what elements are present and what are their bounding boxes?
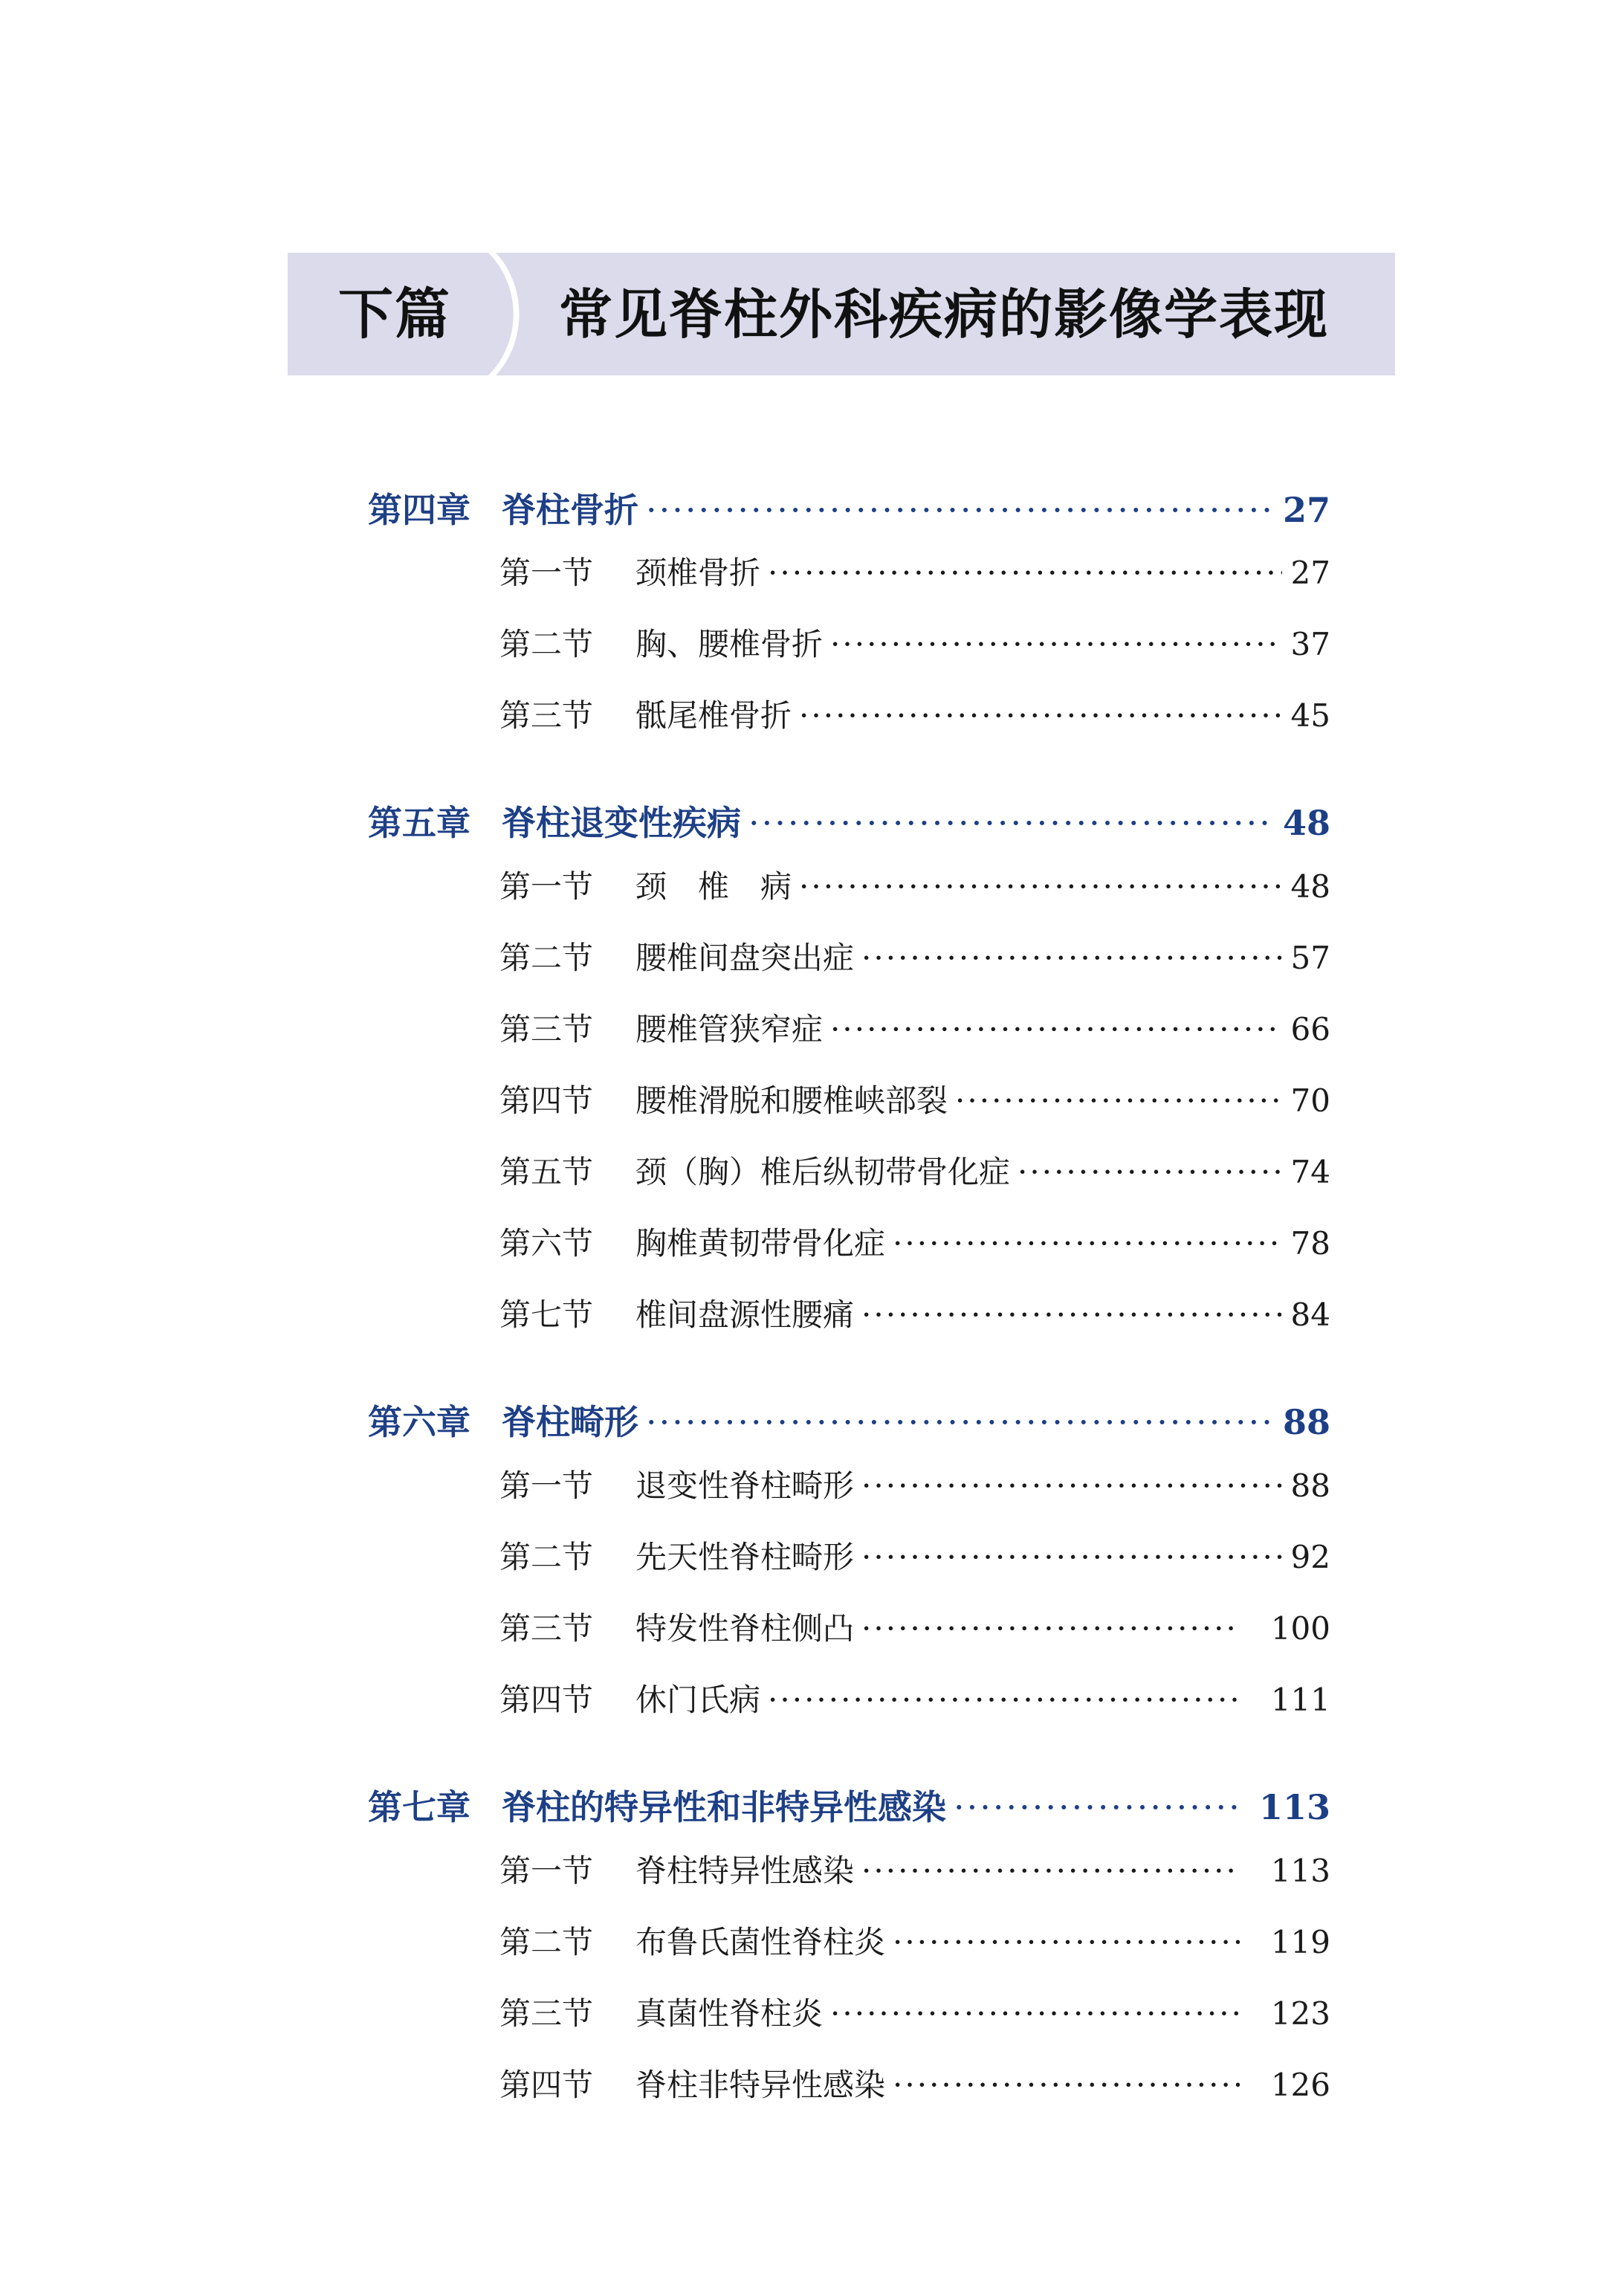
section-title: 特发性脊柱侧凸 bbox=[635, 1610, 855, 1647]
dot-leader bbox=[861, 1539, 1282, 1575]
toc-section[interactable] bbox=[499, 620, 1330, 665]
section-page: 84 bbox=[1290, 1297, 1330, 1333]
section-page: 66 bbox=[1290, 1011, 1330, 1047]
section-title: 腰椎滑脱和腰椎峡部裂 bbox=[635, 1082, 948, 1119]
section-title: 退变性脊柱畸形 bbox=[635, 1467, 855, 1504]
dot-leader bbox=[830, 1011, 1282, 1047]
section-page: 113 bbox=[1270, 1853, 1330, 1889]
section-title: 脊柱非特异性感染 bbox=[635, 2067, 886, 2103]
section-page: 92 bbox=[1290, 1539, 1330, 1575]
dot-leader bbox=[861, 1467, 1282, 1504]
section-number: 第二节 bbox=[499, 940, 594, 976]
dot-leader bbox=[893, 1924, 1240, 1960]
section-page: 119 bbox=[1270, 1924, 1330, 1960]
section-page: 70 bbox=[1290, 1082, 1330, 1119]
dot-leader bbox=[768, 555, 1282, 591]
chapter-number: 第五章 bbox=[368, 803, 470, 843]
chapter-title: 脊柱的特异性和非特异性感染 bbox=[502, 1787, 946, 1827]
section-page: 88 bbox=[1290, 1467, 1330, 1504]
chapter-number: 第六章 bbox=[368, 1402, 470, 1442]
section-page: 74 bbox=[1290, 1154, 1330, 1190]
toc-chapter-4[interactable] bbox=[368, 483, 1330, 531]
section-page: 123 bbox=[1270, 1995, 1330, 2032]
dot-leader bbox=[830, 1995, 1240, 2032]
toc-section[interactable] bbox=[499, 1148, 1330, 1192]
dot-leader bbox=[861, 1853, 1240, 1889]
dot-leader bbox=[893, 1225, 1282, 1262]
dot-leader bbox=[893, 2067, 1240, 2103]
section-number: 第一节 bbox=[499, 1467, 594, 1504]
dot-leader bbox=[830, 626, 1282, 662]
toc-section[interactable] bbox=[499, 862, 1330, 907]
chapter-title: 脊柱退变性疾病 bbox=[502, 803, 741, 843]
dot-leader bbox=[861, 1297, 1282, 1333]
chapter-number: 第四章 bbox=[368, 490, 470, 530]
dot-leader bbox=[861, 1610, 1240, 1647]
section-title: 胸、腰椎骨折 bbox=[635, 626, 824, 662]
toc-section[interactable] bbox=[499, 1533, 1330, 1578]
toc-section[interactable] bbox=[499, 934, 1330, 978]
chapter-number: 第七章 bbox=[368, 1787, 470, 1827]
section-number: 第三节 bbox=[499, 697, 594, 734]
chapter-page: 48 bbox=[1282, 803, 1330, 843]
section-page: 37 bbox=[1290, 626, 1330, 662]
dot-leader bbox=[646, 490, 1274, 530]
section-number: 第五节 bbox=[499, 1154, 594, 1190]
dot-leader bbox=[799, 697, 1282, 734]
section-title: 布鲁氏菌性脊柱炎 bbox=[635, 1924, 886, 1960]
section-number: 第二节 bbox=[499, 1924, 594, 1960]
section-page: 48 bbox=[1290, 868, 1330, 905]
part-title: 常见脊柱外科疾病的影像学表现 bbox=[559, 282, 1330, 346]
toc-section[interactable] bbox=[499, 1219, 1330, 1264]
section-title: 先天性脊柱畸形 bbox=[635, 1539, 855, 1575]
toc-chapter-5[interactable] bbox=[368, 796, 1330, 844]
section-number: 第四节 bbox=[499, 1082, 594, 1119]
toc-section[interactable] bbox=[499, 1989, 1330, 2034]
chapter-title: 脊柱骨折 bbox=[502, 490, 638, 530]
toc-section[interactable] bbox=[499, 549, 1330, 593]
dot-leader bbox=[955, 1082, 1282, 1119]
chapter-page: 113 bbox=[1258, 1787, 1330, 1827]
section-title: 脊柱特异性感染 bbox=[635, 1853, 855, 1889]
toc-section[interactable] bbox=[499, 1676, 1330, 1720]
toc-section[interactable] bbox=[499, 1462, 1330, 1506]
toc-section[interactable] bbox=[499, 2061, 1330, 2105]
toc-section[interactable] bbox=[499, 691, 1330, 736]
section-number: 第三节 bbox=[499, 1011, 594, 1047]
section-page: 57 bbox=[1290, 940, 1330, 976]
section-page: 100 bbox=[1270, 1610, 1330, 1647]
section-title: 真菌性脊柱炎 bbox=[635, 1995, 824, 2032]
section-page: 111 bbox=[1270, 1682, 1330, 1718]
chapter-page: 27 bbox=[1282, 490, 1330, 530]
section-title: 胸椎黄韧带骨化症 bbox=[635, 1225, 886, 1262]
section-number: 第三节 bbox=[499, 1610, 594, 1647]
toc-section[interactable] bbox=[499, 1604, 1330, 1649]
chapter-title: 脊柱畸形 bbox=[502, 1402, 638, 1442]
section-title: 骶尾椎骨折 bbox=[635, 697, 792, 734]
section-page: 27 bbox=[1290, 555, 1330, 591]
toc-section[interactable] bbox=[499, 1847, 1330, 1891]
toc-section[interactable] bbox=[499, 1076, 1330, 1121]
toc-section[interactable] bbox=[499, 1918, 1330, 1963]
section-page: 78 bbox=[1290, 1225, 1330, 1262]
dot-leader bbox=[861, 940, 1282, 976]
chapter-page: 88 bbox=[1282, 1402, 1330, 1442]
toc-section[interactable] bbox=[499, 1291, 1330, 1335]
section-number: 第四节 bbox=[499, 2067, 594, 2103]
toc-chapter-6[interactable] bbox=[368, 1395, 1330, 1443]
section-title: 椎间盘源性腰痛 bbox=[635, 1297, 855, 1333]
dot-leader bbox=[954, 1787, 1240, 1827]
section-title: 颈椎骨折 bbox=[635, 555, 761, 591]
dot-leader bbox=[748, 803, 1274, 843]
section-title: 休门氏病 bbox=[635, 1682, 761, 1718]
section-number: 第六节 bbox=[499, 1225, 594, 1262]
section-number: 第二节 bbox=[499, 1539, 594, 1575]
part-label: 下篇 bbox=[338, 282, 451, 346]
section-title: 颈 椎 病 bbox=[635, 868, 792, 905]
section-number: 第七节 bbox=[499, 1297, 594, 1333]
section-number: 第二节 bbox=[499, 626, 594, 662]
section-number: 第一节 bbox=[499, 1853, 594, 1889]
section-title: 颈（胸）椎后纵韧带骨化症 bbox=[635, 1154, 1011, 1190]
dot-leader bbox=[646, 1402, 1274, 1442]
dot-leader bbox=[768, 1682, 1240, 1718]
toc-section[interactable] bbox=[499, 1005, 1330, 1050]
dot-leader bbox=[799, 868, 1282, 905]
section-number: 第三节 bbox=[499, 1995, 594, 2032]
section-number: 第四节 bbox=[499, 1682, 594, 1718]
toc-chapter-7[interactable] bbox=[368, 1780, 1330, 1828]
dot-leader bbox=[1018, 1154, 1282, 1190]
section-title: 腰椎管狭窄症 bbox=[635, 1011, 824, 1047]
section-title: 腰椎间盘突出症 bbox=[635, 940, 855, 976]
section-number: 第一节 bbox=[499, 868, 594, 905]
section-page: 45 bbox=[1290, 697, 1330, 734]
section-page: 126 bbox=[1270, 2067, 1330, 2103]
section-number: 第一节 bbox=[499, 555, 594, 591]
